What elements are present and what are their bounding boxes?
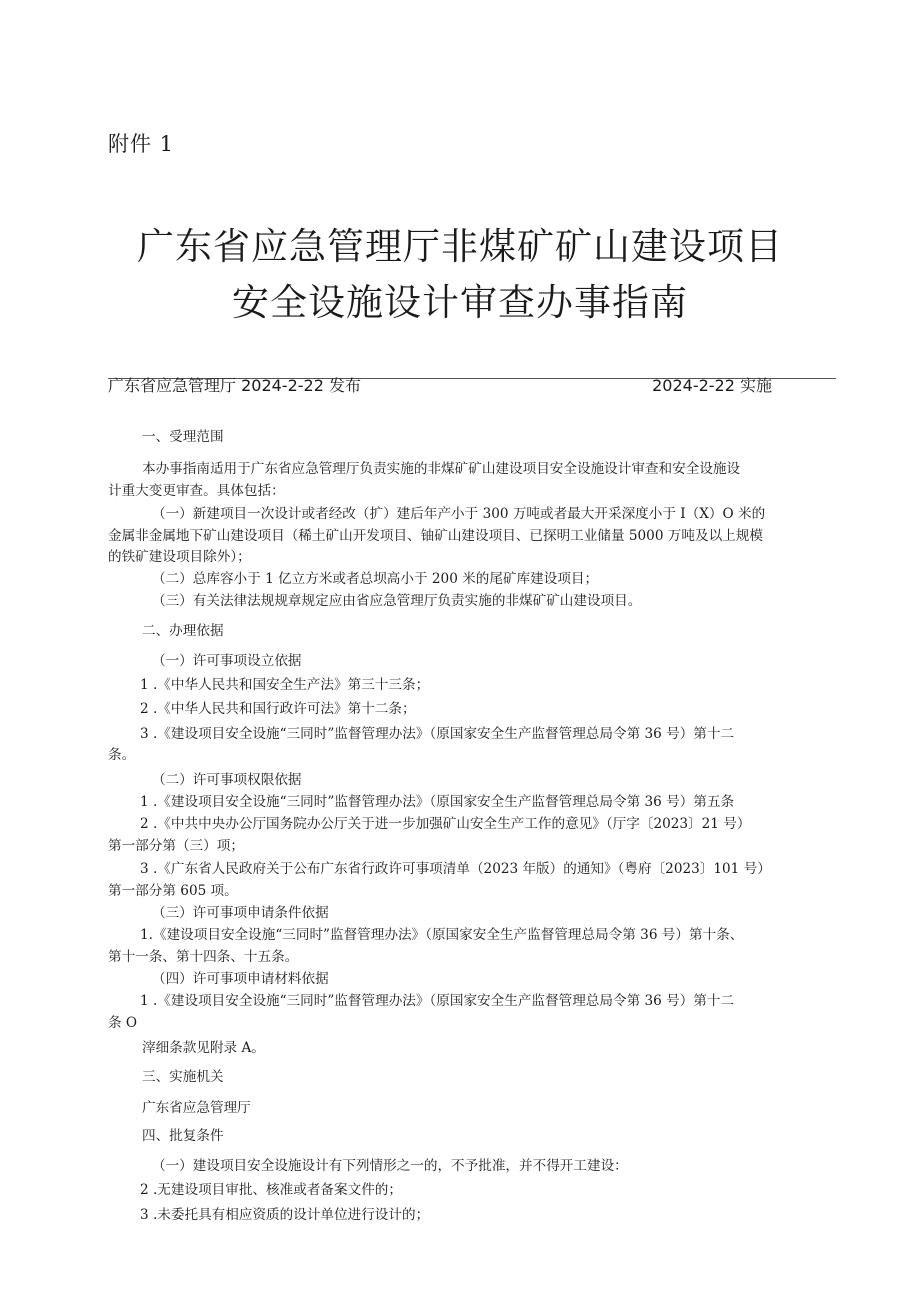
list-item: 2 .《中华人民共和国行政许可法》第十二条； bbox=[140, 701, 416, 717]
section-heading: 一、受理范围 bbox=[142, 429, 224, 445]
section-heading: 四、批复条件 bbox=[142, 1128, 224, 1144]
publish-date: 广东省应急管理厅 2024-2-22 发布 bbox=[108, 376, 361, 395]
list-item: 2 .无建设项目审批、核准或者备案文件的； bbox=[140, 1182, 402, 1198]
list-item: 1 .《建设项目安全设施“三同时”监督管理办法》（原国家安全生产监督管理总局令第 36 号）第五条 bbox=[140, 794, 735, 810]
list-item: 1 .《中华人民共和国安全生产法》第三十三条； bbox=[140, 677, 430, 693]
paragraph-line: （二）总库容小于 1 亿立方米或者总坝高小于 200 米的尾矿库建设项目； bbox=[152, 571, 599, 587]
list-item: 2 .《中共中央办公厅国务院办公厅关于进一步加强矿山安全生产工作的意见》（厅字〔2023〕21 号） bbox=[140, 816, 751, 832]
paragraph-line: 第十一条、第十四条、十五条。 bbox=[108, 949, 299, 965]
paragraph-line: （一）新建项目一次设计或者经改（扩）建后年产小于 300 万吨或者最大开采深度小于 I（X）O 米的 bbox=[152, 506, 766, 522]
paragraph-line: 滓细条款见附录 A。 bbox=[142, 1040, 265, 1056]
paragraph-line: 金属非金属地下矿山建设项目（稀土矿山开发项目、铀矿山建设项目、已探明工业储量 5000 万吨及以上规模 bbox=[108, 528, 763, 544]
subsection-heading: （三）许可事项申请条件依据 bbox=[152, 905, 329, 921]
annex-label: 附件 1 bbox=[108, 132, 175, 156]
publish-info-bar bbox=[108, 376, 836, 395]
section-heading: 三、实施机关 bbox=[142, 1069, 224, 1085]
section-heading: 二、办理依据 bbox=[142, 623, 224, 639]
list-item: 1 .《建设项目安全设施“三同时”监督管理办法》（原国家安全生产监督管理总局令第 36 号）第十二 bbox=[140, 993, 735, 1009]
paragraph-line: 第一部分第（三）项； bbox=[108, 838, 244, 854]
list-item: 3 .《广东省人民政府关于公布广东省行政许可事项清单（2023 年版）的通知》（粤府〔2023〕101 号） bbox=[140, 861, 771, 877]
paragraph-line: 计重大变更审查。具体包括： bbox=[108, 483, 285, 499]
list-item: 3 .未委托具有相应资质的设计单位进行设计的； bbox=[140, 1207, 430, 1223]
paragraph-line: （三）有关法律法规规章规定应由省应急管理厅负责实施的非煤矿矿山建设项目。 bbox=[152, 593, 642, 609]
paragraph-line: 的铁矿建设项目除外）； bbox=[108, 549, 251, 565]
subsection-heading: （二）许可事项权限依据 bbox=[152, 772, 302, 788]
subsection-heading: （一）许可事项设立依据 bbox=[152, 653, 302, 669]
effective-date: 2024-2-22 实施 bbox=[652, 376, 772, 395]
paragraph-line: 条 O bbox=[108, 1015, 138, 1031]
paragraph-line: 广东省应急管理厅 bbox=[142, 1100, 251, 1116]
subsection-heading: （一）建设项目安全设施设计有下列情形之一的，不予批准，并不得开工建设： bbox=[152, 1158, 628, 1174]
paragraph-line: 本办事指南适用于广东省应急管理厅负责实施的非煤矿矿山建设项目安全设施设计审查和安全设施设 bbox=[142, 461, 741, 477]
document-title-line-2: 安全设施设计审查办事指南 bbox=[232, 281, 688, 324]
document-title-line-1: 广东省应急管理厅非煤矿矿山建设项目 bbox=[137, 225, 783, 268]
paragraph-line: 第一部分第 605 项。 bbox=[108, 883, 238, 899]
paragraph-line: 条。 bbox=[108, 747, 136, 763]
subsection-heading: （四）许可事项申请材料依据 bbox=[152, 971, 329, 987]
list-item: 3 .《建设项目安全设施“三同时”监督管理办法》（原国家安全生产监督管理总局令第 36 号）第十二 bbox=[140, 726, 735, 742]
list-item: 1.《建设项目安全设施“三同时”监督管理办法》（原国家安全生产监督管理总局令第 36 号）第十条、 bbox=[140, 927, 744, 943]
